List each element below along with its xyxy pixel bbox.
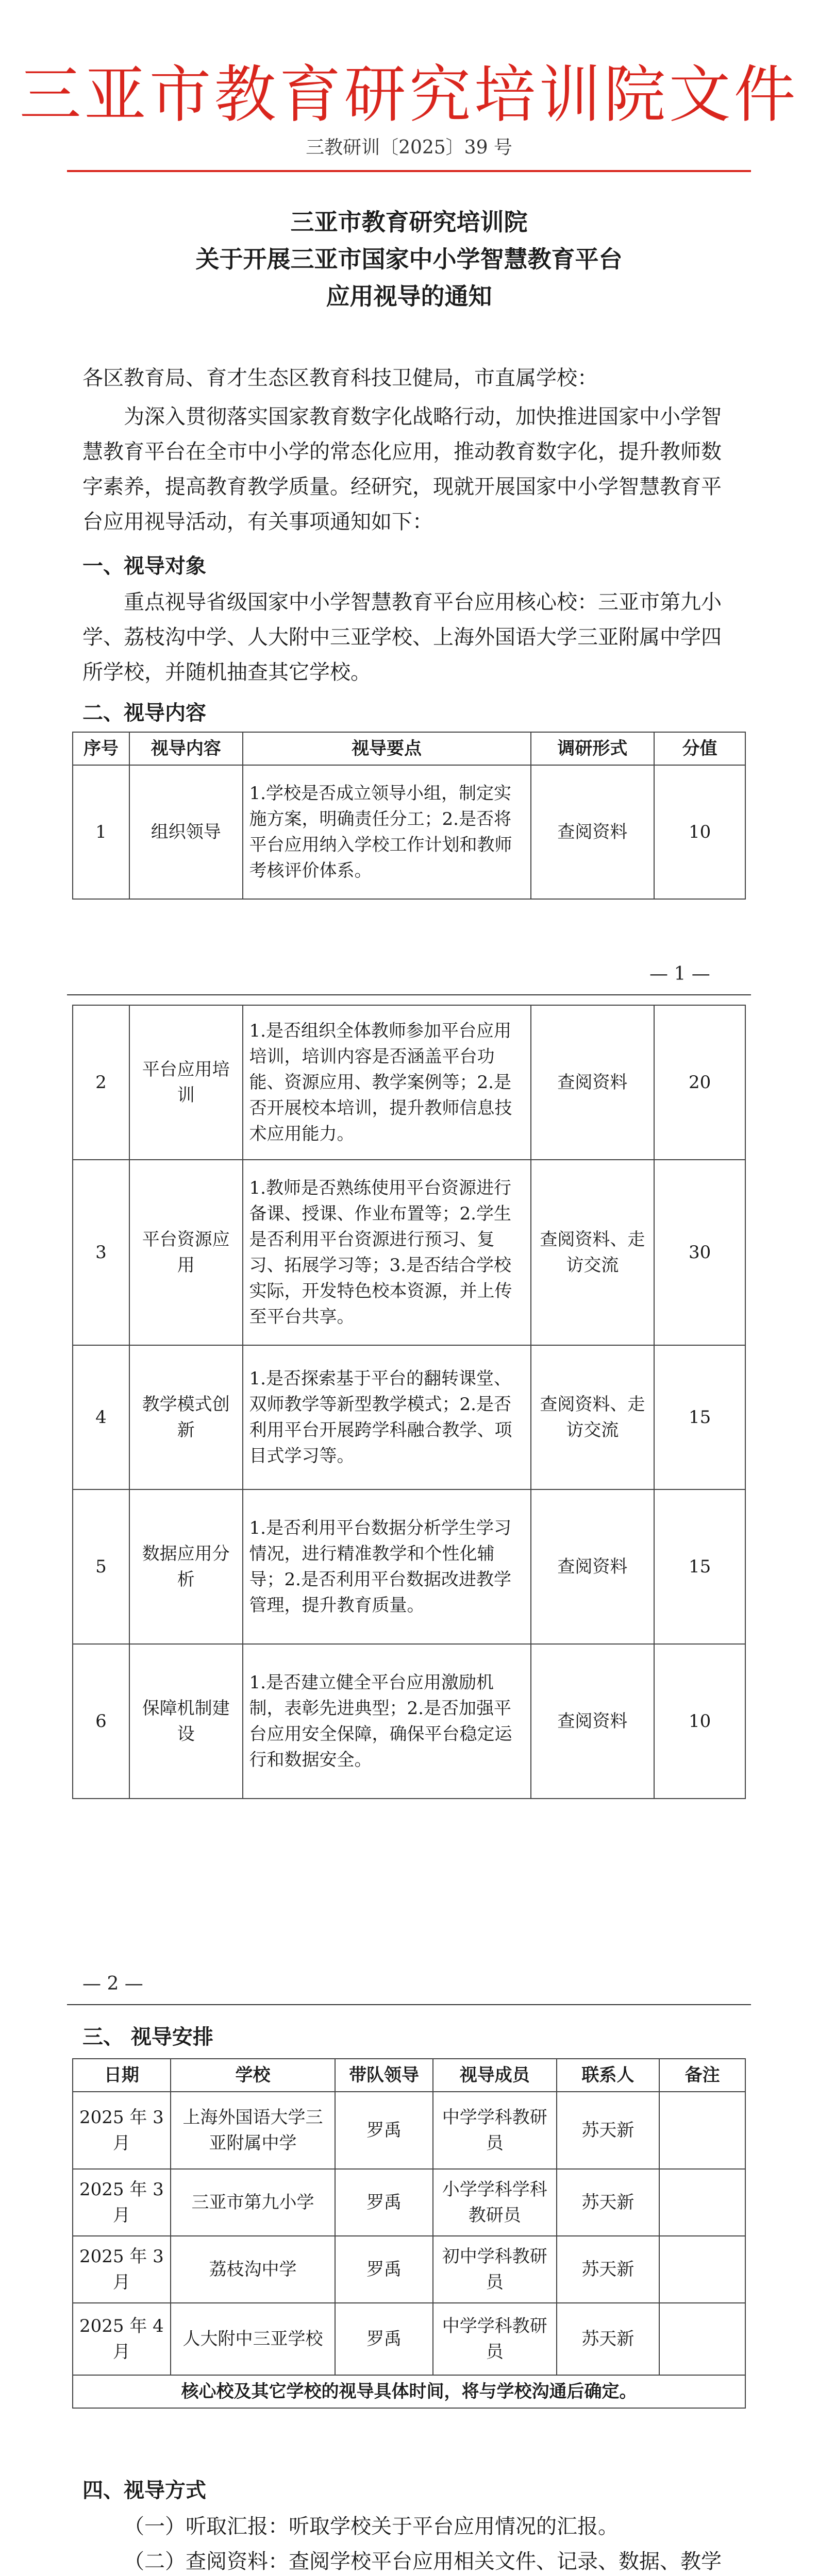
list-item: （二）查阅资料：查阅学校平台应用相关文件、记录、数据、教学	[124, 2550, 722, 2573]
notice-title	[0, 204, 818, 315]
cell-method: 查阅资料	[531, 765, 655, 899]
table-row	[73, 2236, 745, 2303]
cell-members: 初中学科教研员	[433, 2236, 557, 2303]
table-row	[73, 1345, 745, 1489]
content-table-part1	[72, 732, 746, 900]
cell-school: 三亚市第九小学	[171, 2169, 335, 2236]
cell-method: 查阅资料	[531, 1644, 655, 1799]
cell-date: 2025 年 4 月	[73, 2303, 171, 2375]
cell-members: 中学学科教研员	[433, 2092, 557, 2169]
cell-note	[659, 2169, 745, 2236]
cell-points: 1.教师是否熟练使用平台资源进行备课、授课、作业布置等；2.学生是否利用平台资源进行预习、复习、拓展学习等；3.是否结合学校实际，开发特色校本资源，并上传至平台共享。	[243, 1160, 531, 1345]
header-red-rule	[67, 170, 751, 172]
cell-members: 小学学科学科教研员	[433, 2169, 557, 2236]
table-row	[73, 1489, 745, 1644]
cell-school: 人大附中三亚学校	[171, 2303, 335, 2375]
col-header: 学校	[171, 2059, 335, 2092]
cell-score: 30	[654, 1160, 745, 1345]
cell-item: 教学模式创新	[129, 1345, 243, 1489]
notice-title-line2: 关于开展三亚市国家中小学智慧教育平台	[195, 245, 623, 273]
cell-note	[659, 2236, 745, 2303]
table-row	[73, 765, 745, 899]
col-header: 视导成员	[433, 2059, 557, 2092]
cell-item: 组织领导	[129, 765, 243, 899]
col-header: 视导要点	[243, 732, 531, 765]
cell-no: 5	[73, 1489, 129, 1644]
col-header: 分值	[654, 732, 745, 765]
cell-members: 中学学科教研员	[433, 2303, 557, 2375]
cell-date: 2025 年 3 月	[73, 2169, 171, 2236]
section4-heading: 四、视导方式	[82, 2479, 206, 2502]
section1-text: 重点视导省级国家中小学智慧教育平台应用核心校：三亚市第九小学、荔枝沟中学、人大附中三亚学校、上海外国语大学三亚附属中学四所学校，并随机抽查其它学校。	[82, 590, 722, 684]
cell-score: 15	[654, 1345, 745, 1489]
cell-no: 4	[73, 1345, 129, 1489]
col-header: 视导内容	[129, 732, 243, 765]
cell-leader: 罗禹	[335, 2236, 433, 2303]
cell-date: 2025 年 3 月	[73, 2092, 171, 2169]
cell-points: 1.学校是否成立领导小组，制定实施方案，明确责任分工；2.是否将平台应用纳入学校工作计划和教师考核评价体系。	[243, 765, 531, 899]
table-row	[73, 2169, 745, 2236]
cell-contact: 苏天新	[557, 2092, 660, 2169]
cell-no: 6	[73, 1644, 129, 1799]
cell-contact: 苏天新	[557, 2236, 660, 2303]
cell-item: 数据应用分析	[129, 1489, 243, 1644]
cell-leader: 罗禹	[335, 2169, 433, 2236]
col-header: 调研形式	[531, 732, 655, 765]
table-row	[73, 1644, 745, 1799]
cell-no: 1	[73, 765, 129, 899]
cell-note	[659, 2303, 745, 2375]
notice-title-line1: 三亚市教育研究培训院	[290, 208, 528, 236]
table-row	[73, 1005, 745, 1160]
cell-leader: 罗禹	[335, 2303, 433, 2375]
cell-contact: 苏天新	[557, 2169, 660, 2236]
cell-score: 10	[654, 765, 745, 899]
section4-list	[82, 2509, 736, 2576]
cell-item: 平台应用培训	[129, 1005, 243, 1160]
list-item: （一）听取汇报：听取学校关于平台应用情况的汇报。	[124, 2515, 619, 2538]
cell-leader: 罗禹	[335, 2092, 433, 2169]
intro-paragraph: 为深入贯彻落实国家教育数字化战略行动，加快推进国家中小学智慧教育平台在全市中小学的常态化应用，推动教育数字化，提升教师数字素养，提高教育教学质量。经研究，现就开展国家中小学智慧教育平台应用视导活动，有关事项通知如下：	[82, 405, 722, 534]
table-footnote-row	[73, 2375, 745, 2408]
section3-heading: 三、 视导安排	[82, 2025, 213, 2049]
page-divider	[67, 994, 751, 995]
cell-school: 上海外国语大学三亚附属中学	[171, 2092, 335, 2169]
cell-note	[659, 2092, 745, 2169]
section2-heading: 二、视导内容	[82, 701, 206, 725]
section1-heading: 一、视导对象	[82, 554, 206, 578]
page-divider	[67, 2004, 751, 2005]
cell-method: 查阅资料、走访交流	[531, 1345, 655, 1489]
col-header: 备注	[659, 2059, 745, 2092]
document-header-title: 三亚市教育研究培训院文件	[19, 59, 799, 131]
cell-method: 查阅资料、走访交流	[531, 1160, 655, 1345]
col-header: 序号	[73, 732, 129, 765]
schedule-footnote: 核心校及其它学校的视导具体时间，将与学校沟通后确定。	[73, 2375, 745, 2408]
cell-school: 荔枝沟中学	[171, 2236, 335, 2303]
table-row	[73, 2092, 745, 2169]
schedule-table	[72, 2058, 746, 2409]
table-row	[73, 2303, 745, 2375]
cell-method: 查阅资料	[531, 1489, 655, 1644]
cell-points: 1.是否组织全体教师参加平台应用培训，培训内容是否涵盖平台功能、资源应用、教学案例等；2.是否开展校本培训，提升教师信息技术应用能力。	[243, 1005, 531, 1160]
page-number-1: — 1 —	[649, 963, 710, 985]
cell-date: 2025 年 3 月	[73, 2236, 171, 2303]
cell-points: 1.是否探索基于平台的翻转课堂、双师教学等新型教学模式；2.是否利用平台开展跨学科融合教学、项目式学习等。	[243, 1345, 531, 1489]
salutation: 各区教育局、育才生态区教育科技卫健局，市直属学校：	[82, 366, 598, 390]
col-header: 带队领导	[335, 2059, 433, 2092]
table-header-row	[73, 2059, 745, 2092]
table-header-row	[73, 732, 745, 765]
cell-points: 1.是否利用平台数据分析学生学习情况，进行精准教学和个性化辅导；2.是否利用平台数据改进教学管理，提升教育质量。	[243, 1489, 531, 1644]
cell-contact: 苏天新	[557, 2303, 660, 2375]
col-header: 日期	[73, 2059, 171, 2092]
cell-score: 20	[654, 1005, 745, 1160]
cell-method: 查阅资料	[531, 1005, 655, 1160]
cell-item: 保障机制建设	[129, 1644, 243, 1799]
cell-score: 15	[654, 1489, 745, 1644]
cell-no: 2	[73, 1005, 129, 1160]
notice-title-line3: 应用视导的通知	[326, 282, 492, 310]
col-header: 联系人	[557, 2059, 660, 2092]
table-row	[73, 1160, 745, 1345]
document-number: 三教研训〔2025〕39 号	[306, 137, 512, 158]
cell-item: 平台资源应用	[129, 1160, 243, 1345]
cell-score: 10	[654, 1644, 745, 1799]
page-number-2: — 2 —	[82, 1973, 143, 1994]
content-table-part2	[72, 1005, 746, 1799]
cell-points: 1.是否建立健全平台应用激励机制，表彰先进典型；2.是否加强平台应用安全保障，确保平台稳定运行和数据安全。	[243, 1644, 531, 1799]
cell-no: 3	[73, 1160, 129, 1345]
